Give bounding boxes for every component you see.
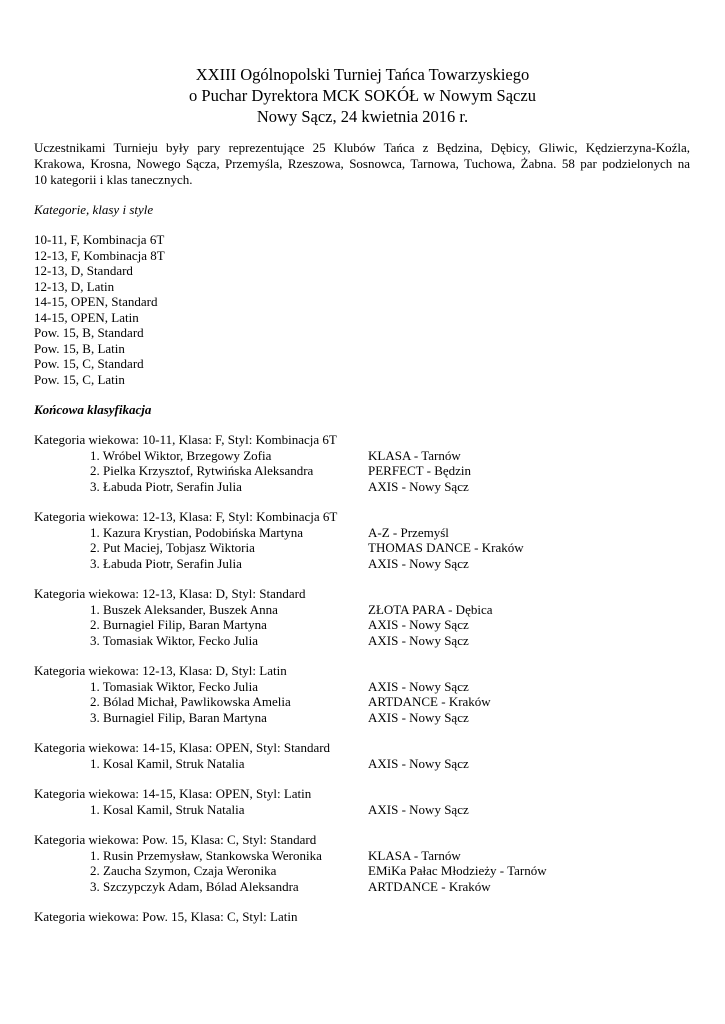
group-title: Kategoria wiekowa: 10-11, Klasa: F, Styl: Kombinacja 6T (34, 432, 337, 447)
intro-paragraph (34, 140, 690, 188)
club-name: A-Z - Przemyśl (368, 524, 449, 540)
intro-line-2: Krakowa, Krosna, Nowego Sącza, Przemyśla, Rzeszowa, Sosnowca, Tarnowa, Tuchowa, Żabna. 58 par podzielonych na (34, 156, 690, 171)
result-entry (34, 525, 694, 541)
title-line-3: Nowy Sącz, 24 kwietnia 2016 r. (256, 107, 469, 126)
group-title: Kategoria wiekowa: 14-15, Klasa: OPEN, Styl: Latin (34, 786, 312, 801)
result-entry (34, 710, 694, 726)
club-name: AXIS - Nowy Sącz (368, 632, 469, 648)
result-entry (34, 756, 694, 772)
category-item: Pow. 15, B, Latin (34, 340, 125, 356)
pair-name: 1. Kosal Kamil, Struk Natalia (90, 755, 245, 771)
club-name: AXIS - Nowy Sącz (368, 709, 469, 725)
result-group (34, 909, 694, 925)
pair-name: 2. Zaucha Szymon, Czaja Weronika (90, 863, 277, 878)
group-title: Kategoria wiekowa: 12-13, Klasa: D, Styl: Standard (34, 586, 306, 601)
result-entry (34, 540, 694, 556)
club-name: THOMAS DANCE - Kraków (368, 540, 524, 555)
pair-name: 1. Wróbel Wiktor, Brzegowy Zofia (90, 447, 272, 463)
categories-heading: Kategorie, klasy i style (34, 202, 154, 217)
club-name: ARTDANCE - Kraków (368, 878, 491, 894)
document-title (0, 64, 725, 127)
category-item: 12-13, D, Standard (34, 263, 133, 278)
category-item: Pow. 15, C, Latin (34, 371, 125, 387)
result-entry (34, 879, 694, 895)
result-group (34, 663, 694, 725)
pair-name: 3. Tomasiak Wiktor, Fecko Julia (90, 632, 258, 648)
result-group (34, 786, 694, 817)
club-name: KLASA - Tarnów (368, 847, 461, 863)
category-item: 10-11, F, Kombinacja 6T (34, 232, 165, 247)
pair-name: 2. Pielka Krzysztof, Rytwińska Aleksandra (90, 463, 314, 478)
category-item: Pow. 15, B, Standard (34, 325, 144, 340)
result-entry (34, 863, 694, 879)
pair-name: 2. Bólad Michał, Pawlikowska Amelia (90, 694, 291, 709)
title-line-1: XXIII Ogólnopolski Turniej Tańca Towarzyskiego (195, 65, 530, 84)
club-name: KLASA - Tarnów (368, 447, 461, 463)
club-name: ARTDANCE - Kraków (368, 694, 491, 709)
results-heading: Końcowa klasyfikacja (34, 402, 152, 417)
group-title: Kategoria wiekowa: 14-15, Klasa: OPEN, Styl: Standard (34, 740, 331, 755)
club-name: AXIS - Nowy Sącz (368, 478, 469, 494)
intro-line-1: Uczestnikami Turnieju były pary reprezentujące 25 Klubów Tańca z Będzina, Dębicy, Gliwic, Kędzierzyna-Koźla, (34, 140, 690, 155)
result-group (34, 740, 694, 771)
intro-line-3: 10 kategorii i klas tanecznych. (34, 172, 193, 187)
club-name: AXIS - Nowy Sącz (368, 555, 469, 571)
category-item: Pow. 15, C, Standard (34, 356, 144, 371)
result-entry (34, 479, 694, 495)
category-item: 14-15, OPEN, Latin (34, 309, 139, 325)
pair-name: 1. Buszek Aleksander, Buszek Anna (90, 601, 278, 617)
club-name: EMiKa Pałac Młodzieży - Tarnów (368, 863, 547, 878)
club-name: AXIS - Nowy Sącz (368, 617, 469, 632)
result-entry (34, 602, 694, 618)
categories-list (34, 232, 165, 387)
pair-name: 3. Szczypczyk Adam, Bólad Aleksandra (90, 878, 299, 894)
pair-name: 2. Put Maciej, Tobjasz Wiktoria (90, 540, 255, 555)
pair-name: 1. Kosal Kamil, Struk Natalia (90, 801, 245, 817)
group-title: Kategoria wiekowa: Pow. 15, Klasa: C, Styl: Standard (34, 832, 317, 847)
club-name: AXIS - Nowy Sącz (368, 678, 469, 694)
group-title: Kategoria wiekowa: 12-13, Klasa: F, Styl: Kombinacja 6T (34, 509, 338, 524)
club-name: AXIS - Nowy Sącz (368, 755, 469, 771)
category-item: 12-13, D, Latin (34, 278, 115, 294)
result-entry (34, 448, 694, 464)
result-entry (34, 633, 694, 649)
result-group (34, 586, 694, 648)
club-name: ZŁOTA PARA - Dębica (368, 601, 493, 617)
group-title: Kategoria wiekowa: Pow. 15, Klasa: C, Styl: Latin (34, 909, 298, 924)
club-name: PERFECT - Będzin (368, 463, 472, 478)
result-entry (34, 679, 694, 695)
pair-name: 2. Burnagiel Filip, Baran Martyna (90, 617, 267, 632)
category-item: 14-15, OPEN, Standard (34, 294, 158, 309)
result-entry (34, 463, 694, 479)
result-entry (34, 617, 694, 633)
pair-name: 1. Rusin Przemysław, Stankowska Weronika (90, 847, 322, 863)
category-item: 12-13, F, Kombinacja 8T (34, 247, 165, 263)
club-name: AXIS - Nowy Sącz (368, 801, 469, 817)
result-entry (34, 802, 694, 818)
pair-name: 3. Burnagiel Filip, Baran Martyna (90, 709, 267, 725)
pair-name: 3. Łabuda Piotr, Serafin Julia (90, 555, 242, 571)
result-group (34, 432, 694, 494)
pair-name: 1. Tomasiak Wiktor, Fecko Julia (90, 678, 258, 694)
pair-name: 3. Łabuda Piotr, Serafin Julia (90, 478, 242, 494)
result-entry (34, 848, 694, 864)
result-group (34, 509, 694, 571)
result-entry (34, 694, 694, 710)
result-entry (34, 556, 694, 572)
title-line-2: o Puchar Dyrektora MCK SOKÓŁ w Nowym Sączu (189, 86, 536, 105)
result-group (34, 832, 694, 894)
pair-name: 1. Kazura Krystian, Podobińska Martyna (90, 524, 304, 540)
group-title: Kategoria wiekowa: 12-13, Klasa: D, Styl: Latin (34, 663, 287, 678)
